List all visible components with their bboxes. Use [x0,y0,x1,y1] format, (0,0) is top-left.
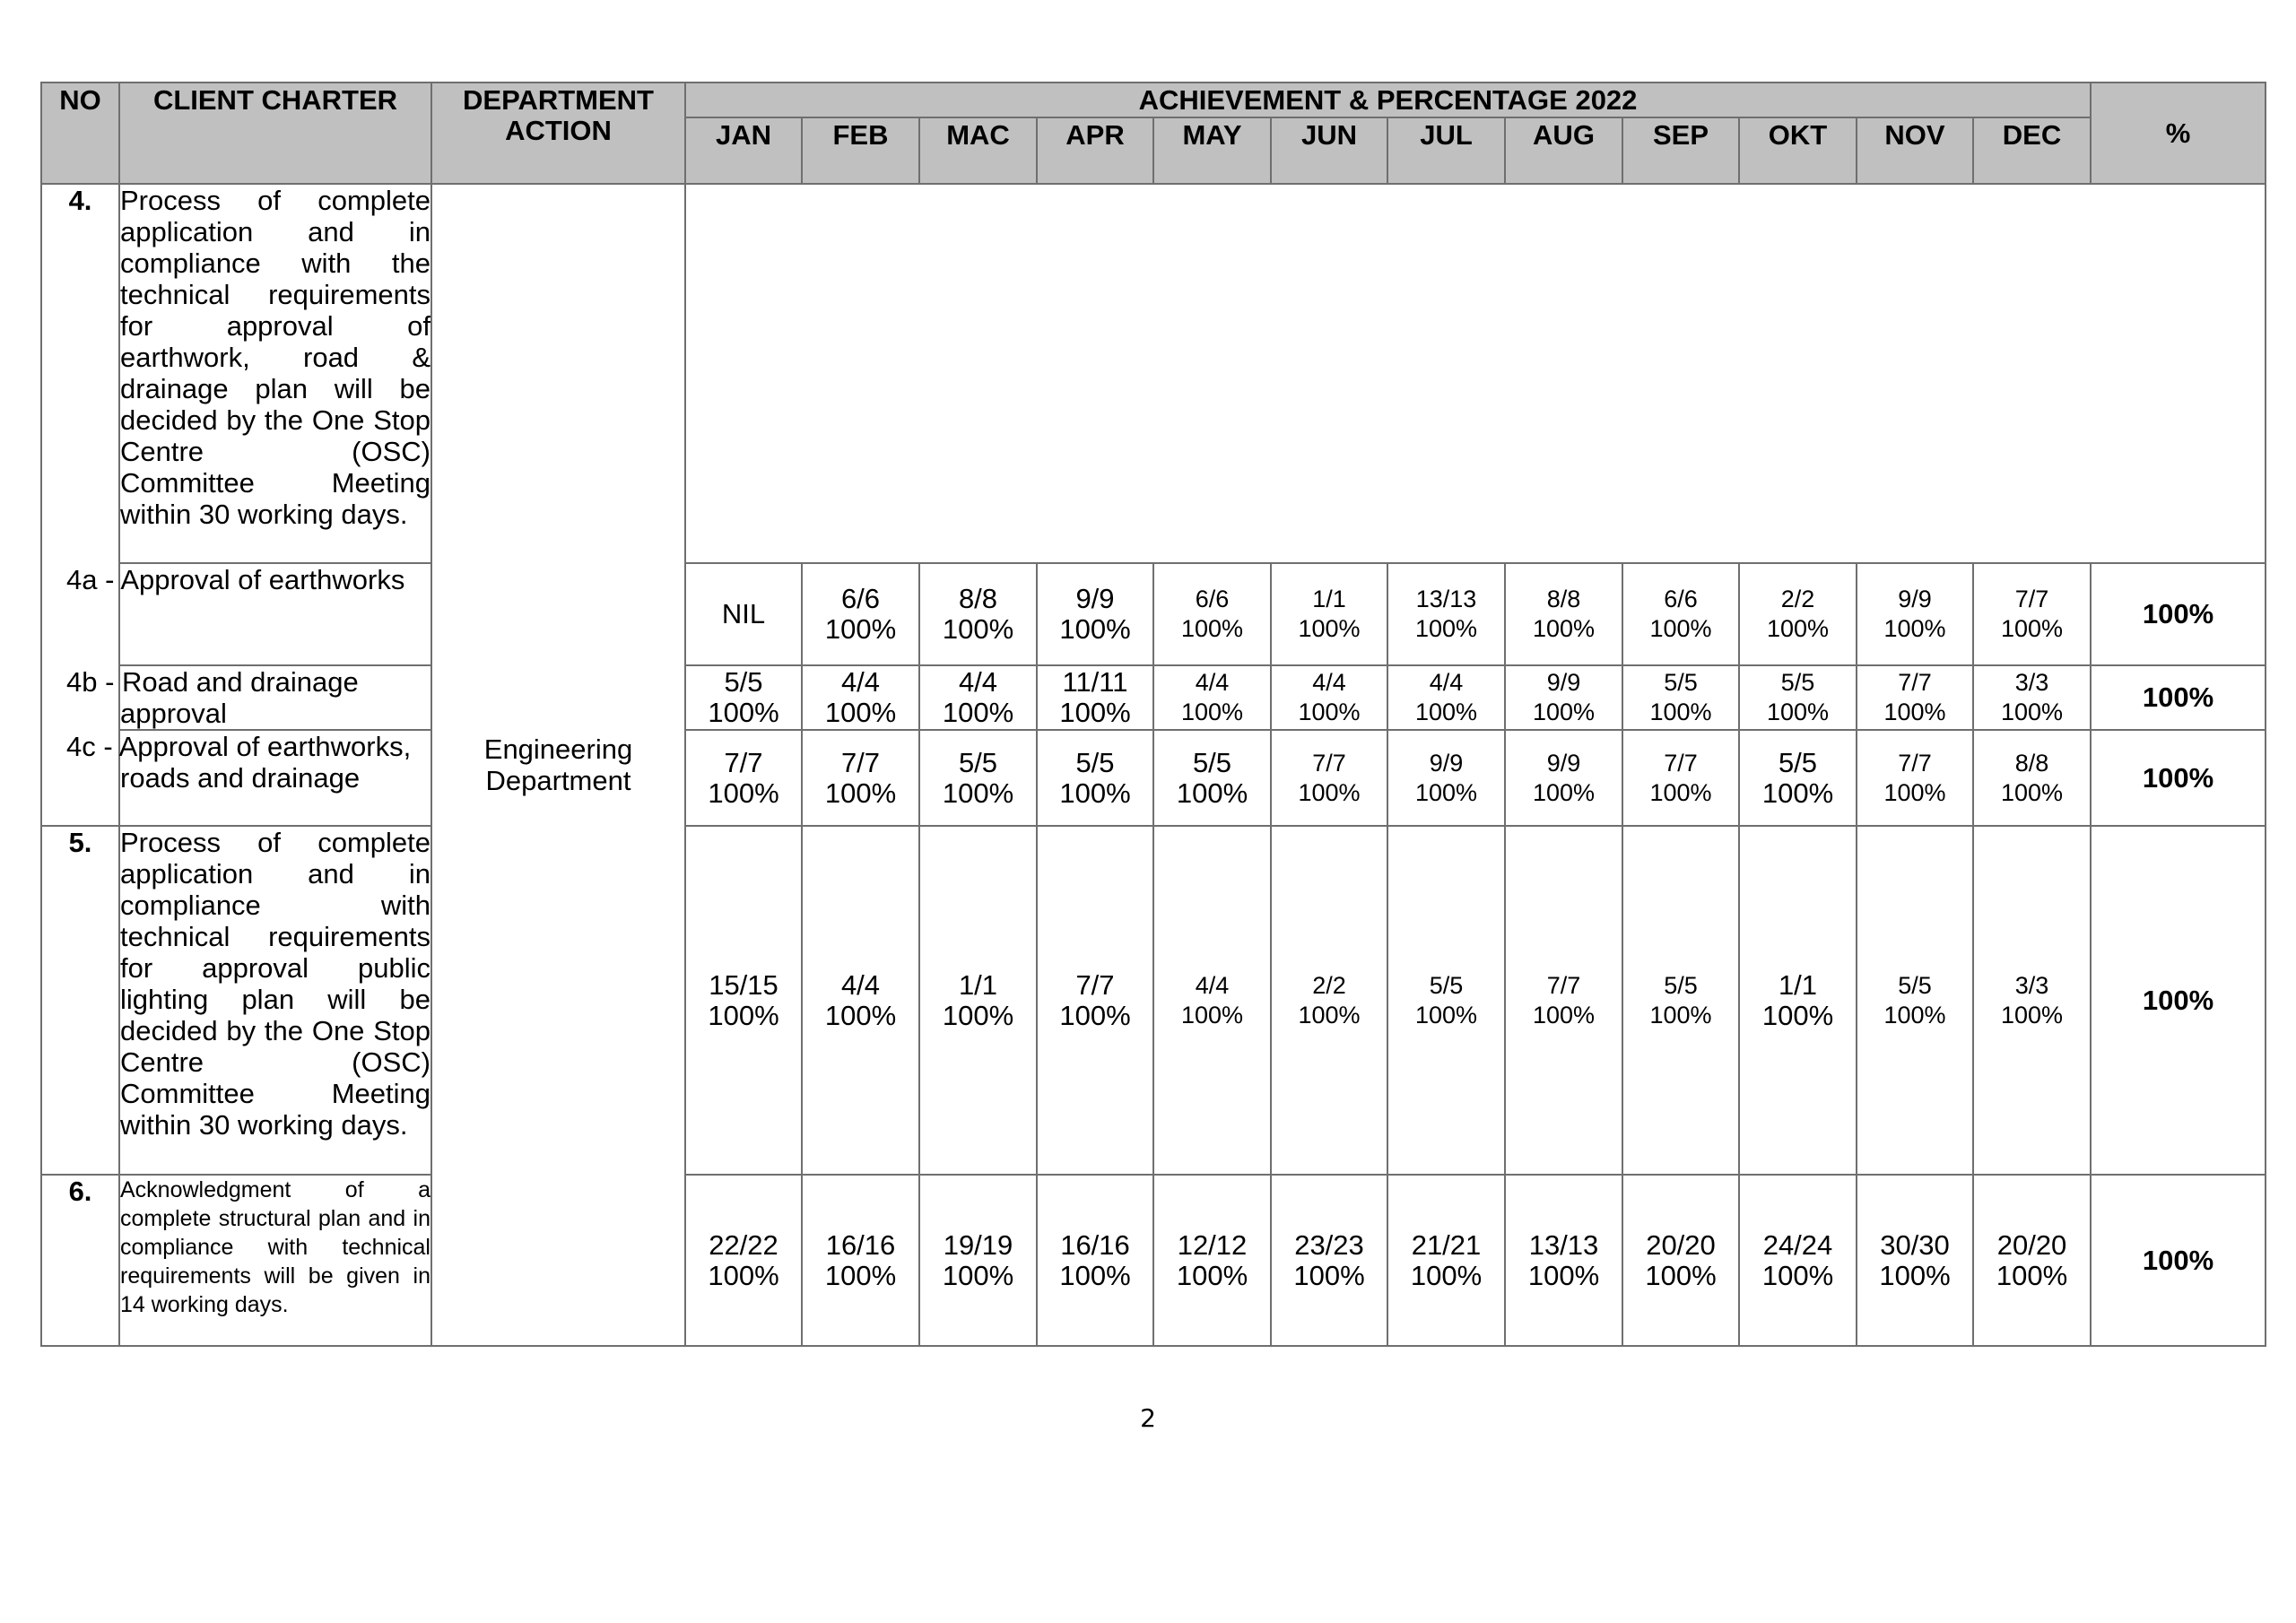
percent-value: 100% [1298,699,1361,725]
table-row-4b [41,665,2266,730]
count-value: 7/7 [1898,749,1932,777]
header-month: JAN [685,117,802,184]
percent-value: 100% [708,697,779,728]
count-value: 9/9 [1546,669,1581,696]
month-cell [685,563,802,665]
month-cell [1387,826,1505,1175]
month-cell [1857,730,1973,826]
percent-value: 100% [1883,1001,1946,1028]
count-value: 8/8 [2014,749,2049,777]
header-no: NO [41,82,119,184]
month-cell [1622,730,1739,826]
table-row-4 [41,184,2266,563]
count-value: 21/21 [1411,1228,1482,1261]
total-percent: 100% [2091,563,2266,665]
percent-value: 100% [1766,615,1830,642]
month-cell [1739,826,1857,1175]
month-cell [1037,563,1153,665]
percent-value: 100% [824,777,897,809]
month-cell [685,1175,802,1346]
header-month: JUL [1387,117,1505,184]
blank-area [685,184,2266,563]
header-month: NOV [1857,117,1973,184]
month-cell [919,1175,1037,1346]
percent-value: 100% [824,613,897,645]
count-value: 5/5 [1192,746,1232,778]
count-value: 4/4 [1195,669,1230,696]
department-name [431,184,685,1346]
percent-value: 100% [1883,778,1946,806]
table-row-4c [41,730,2266,826]
count-value: 24/24 [1762,1228,1833,1261]
percent-value: 100% [2000,778,2064,806]
month-cell [1387,730,1505,826]
month-cell [1271,826,1387,1175]
month-cell [919,826,1037,1175]
month-cell [685,730,802,826]
header-month: APR [1037,117,1153,184]
header-month: OKT [1739,117,1857,184]
month-cell [1739,563,1857,665]
month-cell [1739,1175,1857,1346]
count-value: 1/1 [1312,586,1346,612]
month-cell [919,730,1037,826]
month-cell [802,1175,919,1346]
percent-value: 100% [708,999,779,1031]
count-value: 23/23 [1294,1228,1364,1261]
percent-value: 100% [2000,1001,2064,1028]
percent-value: 100% [1649,699,1712,725]
count-value: 13/13 [1415,586,1477,612]
count-value: 4/4 [840,666,881,698]
count-value: 7/7 [724,746,763,778]
percent-value: 100% [1298,778,1361,806]
total-percent: 100% [2091,826,2266,1175]
count-value: 7/7 [1898,669,1932,696]
month-cell [1153,730,1271,826]
client-charter-table [40,82,2266,1347]
count-value: 4/4 [840,968,881,1001]
header-percent: % [2091,82,2266,184]
header-client-charter: CLIENT CHARTER [119,82,431,184]
month-cell [1271,1175,1387,1346]
count-value: 7/7 [1312,749,1346,777]
count-value: 5/5 [1780,669,1815,696]
count-value: 7/7 [840,746,881,778]
month-cell [919,665,1037,730]
percent-value: 100% [708,777,779,809]
month-cell [1271,730,1387,826]
count-value: 5/5 [1778,746,1818,778]
department-label: Engineering Department [483,733,633,796]
sub-item-label: 4a - Approval of earthworks [119,563,431,665]
count-value: 4/4 [1312,669,1346,696]
count-value: 11/11 [1062,666,1128,698]
count-value: 5/5 [1664,971,1698,999]
count-value: 7/7 [1075,968,1115,1001]
total-percent: 100% [2091,1175,2266,1346]
month-cell [1387,665,1505,730]
month-cell [802,730,919,826]
count-value: 6/6 [840,583,881,614]
count-value: 1/1 [1778,968,1818,1001]
header-month: SEP [1622,117,1739,184]
count-value: 3/3 [2014,669,2049,696]
percent-value: 100% [1761,1259,1834,1291]
row-number: 6. [41,1175,119,1346]
header-month: MAY [1153,117,1271,184]
count-value: 22/22 [709,1228,778,1261]
percent-value: 100% [1298,1001,1361,1028]
month-cell [1505,665,1622,730]
month-cell [1153,826,1271,1175]
count-value: 5/5 [1429,971,1464,999]
month-cell [919,563,1037,665]
month-cell [1857,826,1973,1175]
month-cell [1153,1175,1271,1346]
count-value: 3/3 [2014,971,2049,999]
percent-value: 100% [1883,699,1946,725]
total-percent: 100% [2091,665,2266,730]
month-cell [802,563,919,665]
percent-value: 100% [1532,1001,1596,1028]
count-value: 16/16 [825,1228,896,1261]
count-value: 2/2 [1780,586,1815,612]
count-value: 13/13 [1528,1228,1599,1261]
percent-value: 100% [1996,1259,2068,1291]
header-row-1 [41,82,2266,117]
percent-value: 100% [824,697,897,728]
percent-value: 100% [2000,699,2064,725]
count-value: NIL [721,598,766,629]
month-cell [1387,563,1505,665]
month-cell [1037,826,1153,1175]
percent-value: 100% [1180,699,1244,725]
count-value: 16/16 [1060,1228,1130,1261]
percent-value: 100% [1761,999,1834,1031]
percent-value: 100% [1180,615,1244,642]
count-value: 7/7 [1546,971,1581,999]
percent-value: 100% [824,999,897,1031]
count-value: 4/4 [1429,669,1464,696]
table-row-5 [41,826,2266,1175]
percent-value: 100% [1293,1259,1365,1291]
percent-value: 100% [942,777,1014,809]
sub-item-label: 4c - Approval of earthworks, roads and drainage [119,730,431,826]
total-percent: 100% [2091,730,2266,826]
percent-value: 100% [1883,615,1946,642]
count-value: 7/7 [1664,749,1698,777]
percent-value: 100% [1649,778,1712,806]
count-value: 9/9 [1898,586,1932,612]
count-value: 5/5 [724,666,763,698]
month-cell [1739,665,1857,730]
header-month: DEC [1973,117,2091,184]
percent-value: 100% [1649,1001,1712,1028]
page-number: 2 [1140,1403,1156,1433]
count-value: 7/7 [2014,586,2049,612]
month-cell [1857,665,1973,730]
month-cell [1973,665,2091,730]
table-row-4a [41,563,2266,665]
month-cell [1622,563,1739,665]
month-cell [1622,1175,1739,1346]
percent-value: 100% [1414,615,1478,642]
month-cell [1857,563,1973,665]
month-cell [802,826,919,1175]
month-cell [1037,1175,1153,1346]
month-cell [1622,665,1739,730]
percent-value: 100% [1649,615,1712,642]
month-cell [1271,665,1387,730]
percent-value: 100% [1410,1259,1483,1291]
percent-value: 100% [1059,777,1131,809]
count-value: 15/15 [709,968,778,1001]
percent-value: 100% [1176,777,1248,809]
header-achievement: ACHIEVEMENT & PERCENTAGE 2022 [685,82,2091,117]
count-value: 6/6 [1195,586,1230,612]
charter-text: Process of complete application and in compliance with the technical requirements for approval of earthwork, road & drainage plan will be decided by the One Stop Centre (OSC) Committee Meeting within 30 working days. [119,184,431,563]
count-value: 9/9 [1546,749,1581,777]
count-value: 9/9 [1429,749,1464,777]
percent-value: 100% [1761,777,1834,809]
month-cell [1505,730,1622,826]
month-cell [685,665,802,730]
percent-value: 100% [1176,1259,1248,1291]
percent-value: 100% [1414,1001,1478,1028]
percent-value: 100% [1414,778,1478,806]
count-value: 5/5 [1075,746,1115,778]
month-cell [1505,563,1622,665]
count-value: 8/8 [1546,586,1581,612]
month-cell [802,665,919,730]
table-row-6 [41,1175,2266,1346]
header-month: JUN [1271,117,1387,184]
percent-value: 100% [824,1259,897,1291]
month-cell [1037,730,1153,826]
count-value: 30/30 [1880,1228,1950,1261]
percent-value: 100% [1414,699,1478,725]
count-value: 2/2 [1312,971,1346,999]
percent-value: 100% [1059,613,1131,645]
count-value: 5/5 [958,746,998,778]
month-cell [1857,1175,1973,1346]
month-cell [685,826,802,1175]
month-cell [1505,1175,1622,1346]
count-value: 4/4 [958,666,998,698]
count-value: 9/9 [1075,583,1115,614]
percent-value: 100% [1532,699,1596,725]
month-cell [1505,826,1622,1175]
header-department-action: DEPARTMENT ACTION [431,82,685,184]
month-cell [1739,730,1857,826]
month-cell [1622,826,1739,1175]
percent-value: 100% [2000,615,2064,642]
percent-value: 100% [942,999,1014,1031]
percent-value: 100% [942,1259,1014,1291]
percent-value: 100% [1059,999,1131,1031]
count-value: 5/5 [1664,669,1698,696]
percent-value: 100% [1645,1259,1717,1291]
percent-value: 100% [1180,1001,1244,1028]
count-value: 19/19 [943,1228,1013,1261]
charter-text: Process of complete application and in compliance with technical requirements for approval public lighting plan will be decided by the One Stop Centre (OSC) Committee Meeting within 30 working days. [119,826,431,1175]
percent-value: 100% [1879,1259,1951,1291]
percent-value: 100% [1532,778,1596,806]
month-cell [1973,1175,2091,1346]
count-value: 20/20 [1996,1228,2067,1261]
count-value: 12/12 [1177,1228,1248,1261]
count-value: 20/20 [1646,1228,1716,1261]
header-month: MAC [919,117,1037,184]
header-month: AUG [1505,117,1622,184]
month-cell [1973,730,2091,826]
charter-text: Acknowledgment of a complete structural plan and in compliance with technical requirements will be given in 14 working days. [119,1175,431,1346]
percent-value: 100% [1766,699,1830,725]
percent-value: 100% [1059,697,1131,728]
header-month: FEB [802,117,919,184]
percent-value: 100% [1059,1259,1131,1291]
month-cell [1973,563,2091,665]
count-value: 6/6 [1664,586,1698,612]
row-number: 4. [41,184,119,826]
percent-value: 100% [942,697,1014,728]
row-number: 5. [41,826,119,1175]
month-cell [1271,563,1387,665]
percent-value: 100% [708,1259,779,1291]
month-cell [1037,665,1153,730]
percent-value: 100% [1532,615,1596,642]
month-cell [1153,563,1271,665]
month-cell [1973,826,2091,1175]
month-cell [1387,1175,1505,1346]
count-value: 5/5 [1898,971,1932,999]
month-cell [1153,665,1271,730]
sub-item-label: 4b - Road and drainage approval [119,665,431,730]
count-value: 1/1 [958,968,998,1001]
count-value: 8/8 [958,583,998,614]
percent-value: 100% [942,613,1014,645]
count-value: 4/4 [1195,971,1230,999]
percent-value: 100% [1527,1259,1600,1291]
percent-value: 100% [1298,615,1361,642]
